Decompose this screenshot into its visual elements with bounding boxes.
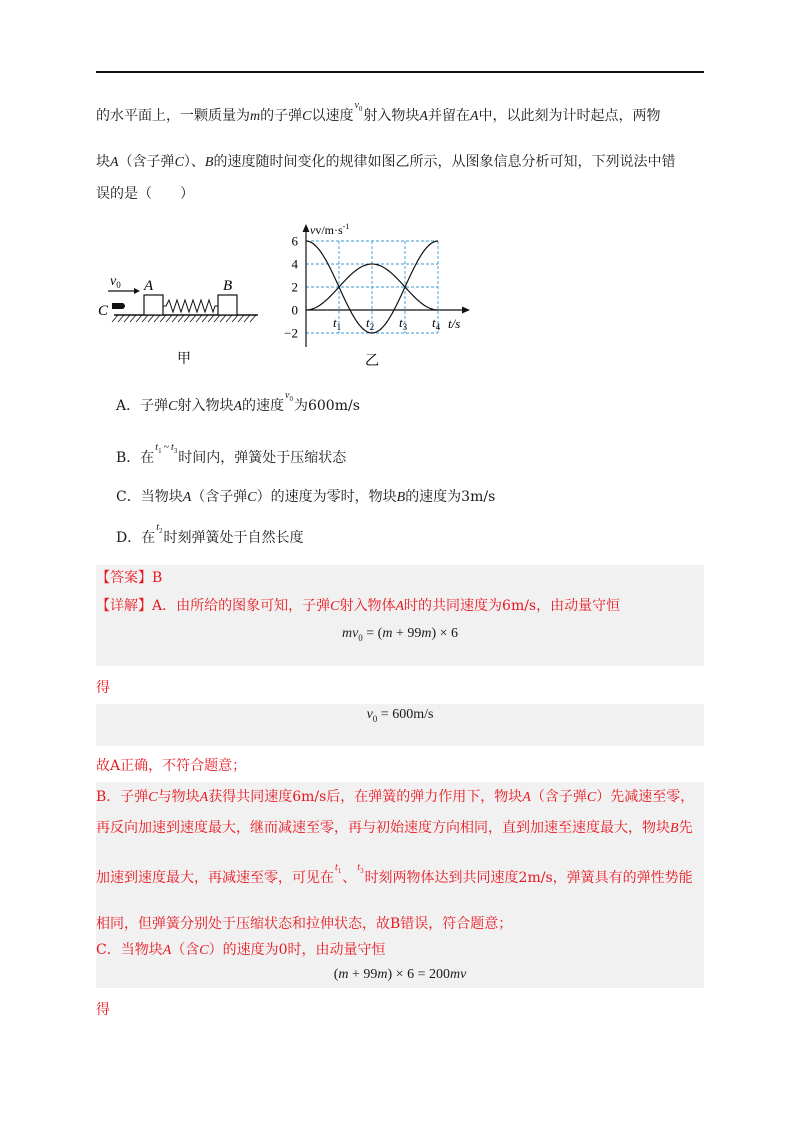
header-rule — [96, 71, 704, 73]
y-axis-label: $vv/m\cdot s^{-1}$ — [310, 222, 350, 237]
figure-jia — [96, 265, 271, 370]
formula-v0: $v_0 = 600m/s$ — [366, 707, 434, 724]
block-b — [218, 295, 237, 315]
x-tick-labels — [333, 315, 441, 332]
chart-guides — [306, 241, 438, 333]
spring — [163, 300, 218, 312]
v0-arrowhead — [134, 288, 140, 294]
bullet-label: C — [98, 303, 109, 319]
detail-b-1: B．子弹C与物块A获得共同速度6m/s后，在弹簧的弹力作用下，物块A（含子弹C）先减速至零， — [96, 789, 695, 805]
v0-label: $v_0$ — [110, 274, 121, 290]
option-c: C．当物块A（含子弹C）的速度为零时，物块B的速度为3m/s — [116, 489, 496, 505]
block-a-label: A — [144, 278, 154, 294]
detail-b-3: 加速到速度最大，再减速至零，可见在$^{t_1}$、$^{t_3}$时刻两物体达到共同速度2m/s，弹簧具有的弹性势能 — [96, 862, 693, 886]
conclusion-a: 故A正确，不符合题意； — [96, 758, 247, 774]
figure-jia-caption: 甲 — [177, 352, 191, 367]
detail-a: 【详解】A．由所给的图象可知，子弹C射入物体A时的共同速度为6m/s，由动量守恒 — [96, 598, 621, 614]
ground-hatch — [112, 315, 256, 322]
answer-line: 【答案】B — [96, 570, 163, 586]
detail-b-2: 再反向加速到速度最大，继而减速至零，再与初始速度方向相同，直到加速至速度最大，物块B先 — [96, 820, 693, 836]
y-axis-arrowhead — [303, 224, 310, 232]
x-axis-label: t/s — [448, 316, 461, 331]
y-tick-label: 6 — [291, 233, 298, 249]
option-d: D．在$^{t_2}$时刻弹簧处于自然长度 — [116, 522, 304, 546]
de-1: 得 — [96, 680, 110, 696]
de-2: 得 — [96, 1002, 110, 1018]
x-tick-label-t4: $t_4$ — [432, 315, 441, 332]
block-a — [144, 295, 163, 315]
detail-b-4: 相同，但弹簧分别处于压缩状态和拉伸状态，故B错误，符合题意； — [96, 916, 513, 932]
figure-yi-chart — [280, 222, 480, 370]
option-a: A．子弹C射入物块A的速度$^{v_0}$为600m/s — [116, 390, 360, 414]
question-stem-line-1: 的水平面上，一颗质量为m的子弹C以速度$^{v_0}$射入物块A并留在A中，以此刻为计时起点，两物 — [96, 100, 661, 124]
v0-symbol: v0 — [354, 100, 363, 113]
block-b-label: B — [223, 278, 233, 294]
bullet — [112, 303, 125, 309]
formula-momentum-2: (m + 99m) × 6 = 200mv — [333, 967, 467, 982]
y-tick-labels — [284, 234, 298, 341]
y-tick-label: 4 — [291, 256, 298, 272]
option-b: B．在$^{t_1}$ ~ $^{t_3}$时间内，弹簧处于压缩状态 — [116, 442, 347, 466]
formula-momentum-1: $mv_0 = (m + 99m) \times 6$ — [341, 626, 459, 643]
y-tick-label: 2 — [291, 279, 298, 295]
figure-yi-caption: 乙 — [365, 354, 379, 369]
y-tick-label: 0 — [291, 302, 298, 318]
x-tick-label-t1: $t_1$ — [333, 315, 342, 332]
question-stem-line-2: 块A（含子弹C）、B的速度随时间变化的规律如图乙所示，从图象信息分析可知，下列说法中错 — [96, 154, 676, 170]
x-tick-label-t2: $t_2$ — [366, 315, 375, 332]
y-tick-label: −2 — [284, 325, 298, 341]
x-tick-label-t3: $t_3$ — [399, 315, 408, 332]
x-axis-arrowhead — [462, 307, 470, 314]
question-stem-line-3: 误的是（ ） — [96, 186, 194, 202]
detail-c: C．当物块A（含C）的速度为0时，由动量守恒 — [96, 942, 386, 958]
